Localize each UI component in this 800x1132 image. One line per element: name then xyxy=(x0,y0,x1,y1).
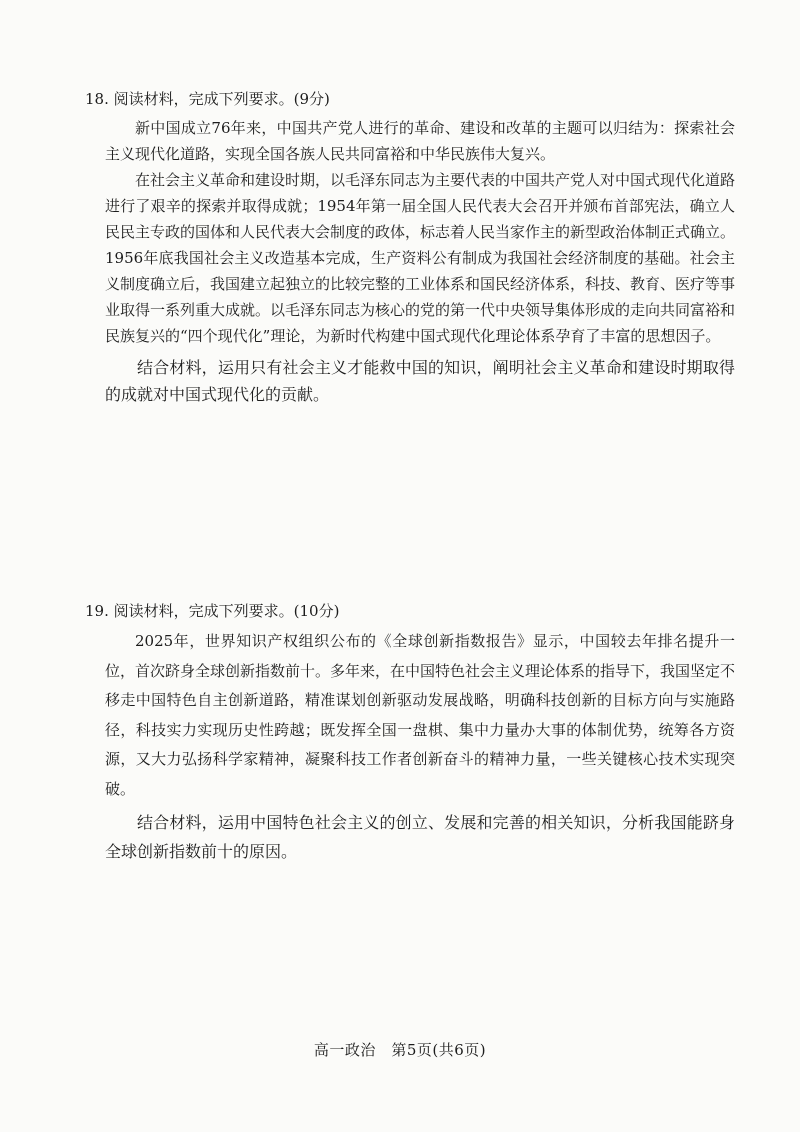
question-18-prompt: 结合材料，运用只有社会主义才能救中国的知识，阐明社会主义革命和建设时期取得的成就对中国式现代化的贡献。 xyxy=(105,358,735,404)
question-18 xyxy=(85,88,735,408)
question-18-material-paragraph-1: 新中国成立76年来，中国共产党人进行的革命、建设和改革的主题可以归结为：探索社会主义现代化道路，实现全国各族人民共同富裕和中华民族伟大复兴。 xyxy=(105,119,735,163)
question-18-heading: 18. 阅读材料，完成下列要求。(9分) xyxy=(85,90,330,108)
question-19 xyxy=(85,600,735,866)
page-footer: 高一政治 第5页(共6页) xyxy=(313,1041,487,1059)
question-18-material-paragraph-2: 在社会主义革命和建设时期，以毛泽东同志为主要代表的中国共产党人对中国式现代化道路进行了艰辛的探索并取得成就；1954年第一届全国人民代表大会召开并颁布首部宪法，确立人民民主专政的国体和人民代表大会制度的政体，标志着人民当家作主的新型政治体制正式确立。1956年底我国社会主义改造基本完成，生产资料公有制成为我国社会经济制度的基础。社会主义制度确立后，我国建立起独立的比较完整的工业体系和国民经济体系，科技、教育、医疗等事业取得一系列重大成就。以毛泽东同志为核心的党的第一代中央领导集体形成的走向共同富裕和民族复兴的“四个现代化”理论，为新时代构建中国式现代化理论体系孕育了丰富的思想因子。 xyxy=(105,171,736,345)
question-19-material-paragraph-1: 2025年，世界知识产权组织公布的《全球创新指数报告》显示，中国较去年排名提升一位，首次跻身全球创新指数前十。多年来，在中国特色社会主义理论体系的指导下，我国坚定不移走中国特色自主创新道路，精准谋划创新驱动发展战略，明确科技创新的目标方向与实施路径，科技实力实现历史性跨越；既发挥全国一盘棋、集中力量办大事的体制优势，统筹各方资源，又大力弘扬科学家精神，凝聚科技工作者创新奋斗的精神力量，一些关键核心技术实现突破。 xyxy=(105,632,736,798)
question-19-heading: 19. 阅读材料，完成下列要求。(10分) xyxy=(85,602,340,620)
question-19-prompt: 结合材料，运用中国特色社会主义的创立、发展和完善的相关知识，分析我国能跻身全球创新指数前十的原因。 xyxy=(105,813,735,861)
